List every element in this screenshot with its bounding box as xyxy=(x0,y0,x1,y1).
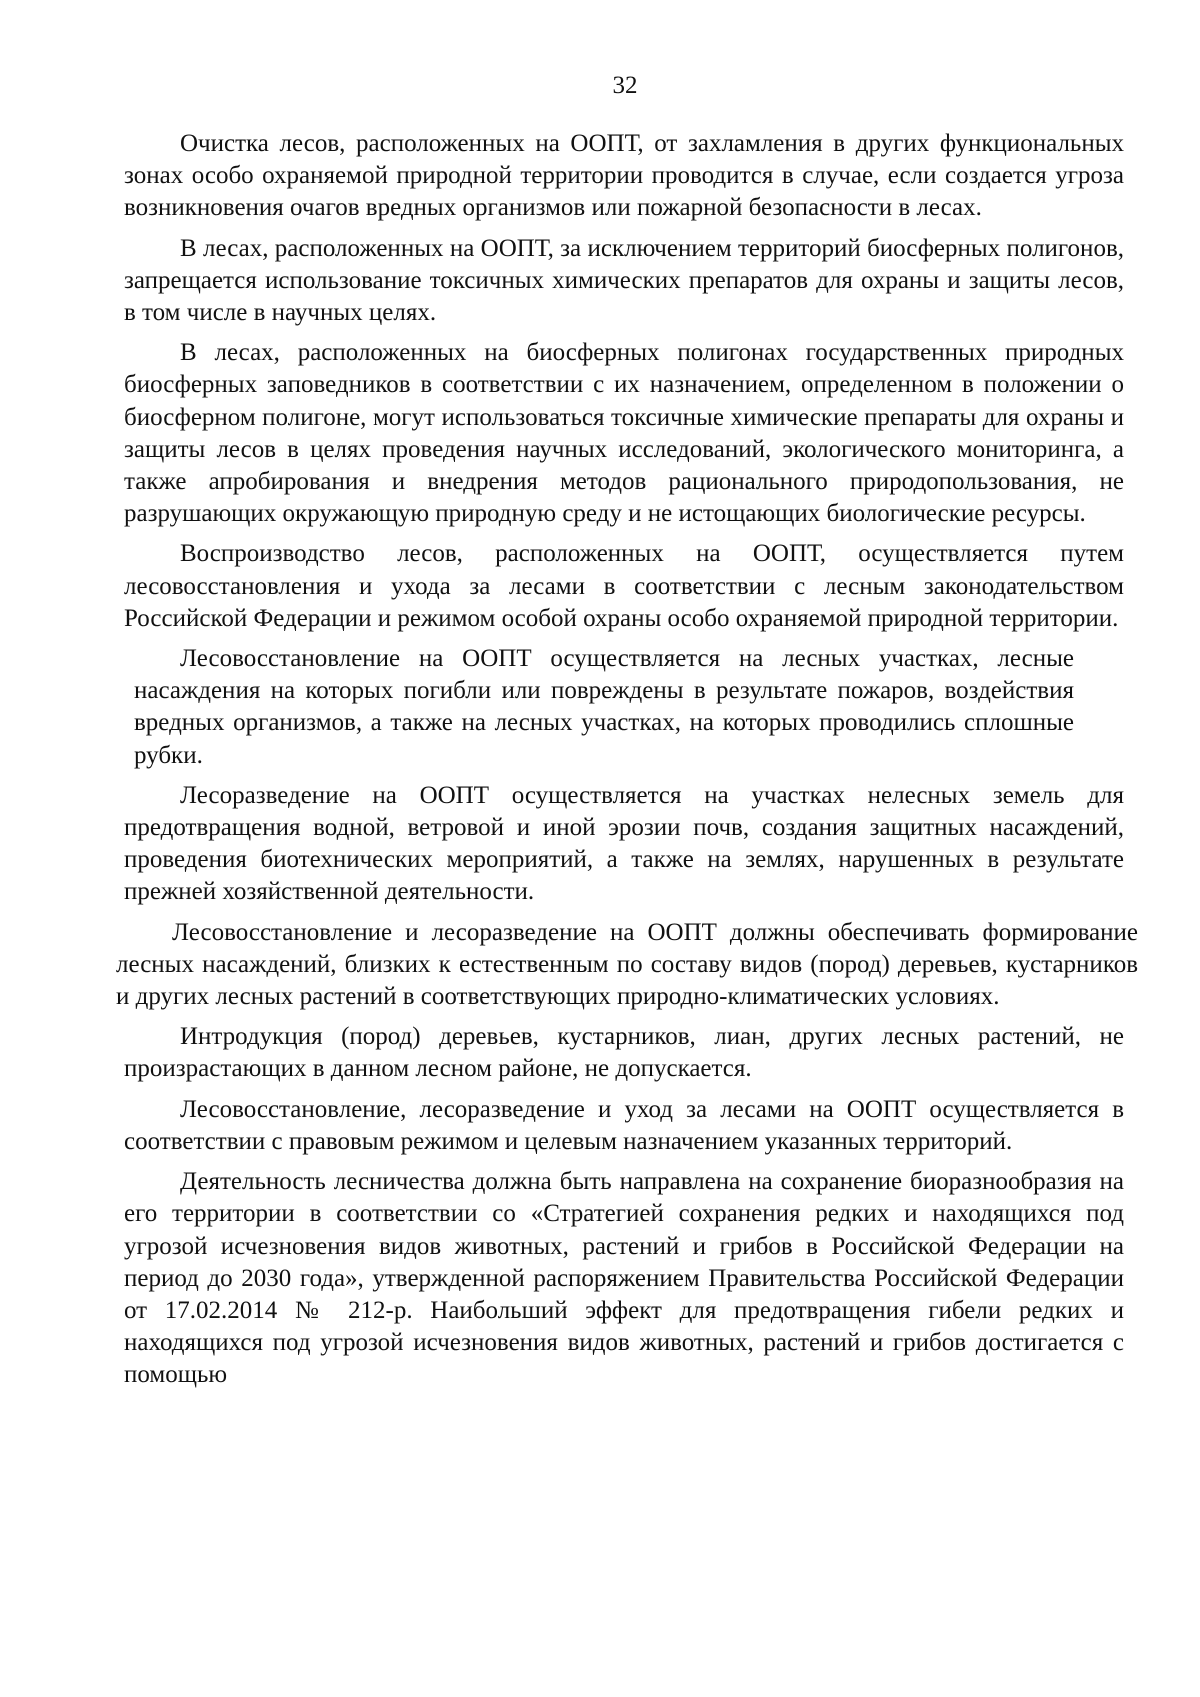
paragraph-forest-cleaning: Очистка лесов, расположенных на ООПТ, от захламления в других функциональных зонах особо охраняемой природной территории проводится в случае, если создается угроза возникновения очагов вредных организмов или пожарной безопасности в лесах. xyxy=(124,130,1124,222)
paragraph-introduction: Интродукция (пород) деревьев, кустарников, лиан, других лесных растений, не произрастающих в данном лесном районе, не допускается. xyxy=(124,1023,1124,1083)
paragraph-biosphere-polygons: В лесах, расположенных на биосферных полигонах государственных природных биосферных заповедников в соответствии с их назначением, определенном в положении о биосферном полигоне, могут использоваться токсичные химические препараты для охраны и защиты лесов в целях проведения научных исследований, экологического мониторинга, а также апробирования и внедрения методов рационального природопользования, не разрушающих окружающую природную среду и не истощающих биологические ресурсы. xyxy=(124,339,1124,528)
paragraph-reforestation: Лесовосстановление на ООПТ осуществляется на лесных участках, лесные насаждения на которых погибли или повреждены в результате пожаров, воздействия вредных организмов, а также на лесных участках, на которых проводились сплошные рубки. xyxy=(134,645,1074,769)
paragraph-afforestation: Лесоразведение на ООПТ осуществляется на участках нелесных земель для предотвращения водной, ветровой и иной эрозии почв, создания защитных насаждений, проведения биотехнических мероприятий, а также на землях, нарушенных в результате прежней хозяйственной деятельности. xyxy=(124,781,1124,906)
paragraph-forest-care: Лесовосстановление, лесоразведение и уход за лесами на ООПТ осуществляется в соответствии с правовым режимом и целевым назначением указанных территорий. xyxy=(124,1095,1124,1155)
paragraph-forest-reproduction: Воспроизводство лесов, расположенных на ООПТ, осуществляется путем лесовосстановления и ухода за лесами в соответствии с лесным законодательством Российской Федерации и режимом особой охраны особо охраняемой природной территории. xyxy=(124,540,1124,632)
page-number: 32 xyxy=(612,72,638,99)
document-body xyxy=(116,128,1138,1400)
paragraph-biodiversity: Деятельность лесничества должна быть направлена на сохранение биоразнообразия на его территории в соответствии со «Стратегией сохранения редких и находящихся под угрозой исчезновения видов животных, растений и грибов в Российской Федерации на период до 2030 года», утвержденной распоряжением Правительства Российской Федерации от 17.02.2014 № 212-р. Наибольший эффект для предотвращения гибели редких и находящихся под угрозой исчезновения видов животных, растений и грибов достигается с помощью xyxy=(124,1168,1124,1389)
paragraph-plantation-formation: Лесовосстановление и лесоразведение на ООПТ должны обеспечивать формирование лесных насаждений, близких к естественным по составу видов (пород) деревьев, кустарников и других лесных растений в соответствующих природно-климатических условиях. xyxy=(116,918,1138,1011)
paragraph-toxic-prohibition: В лесах, расположенных на ООПТ, за исключением территорий биосферных полигонов, запрещается использование токсичных химических препаратов для охраны и защиты лесов, в том числе в научных целях. xyxy=(124,234,1124,327)
